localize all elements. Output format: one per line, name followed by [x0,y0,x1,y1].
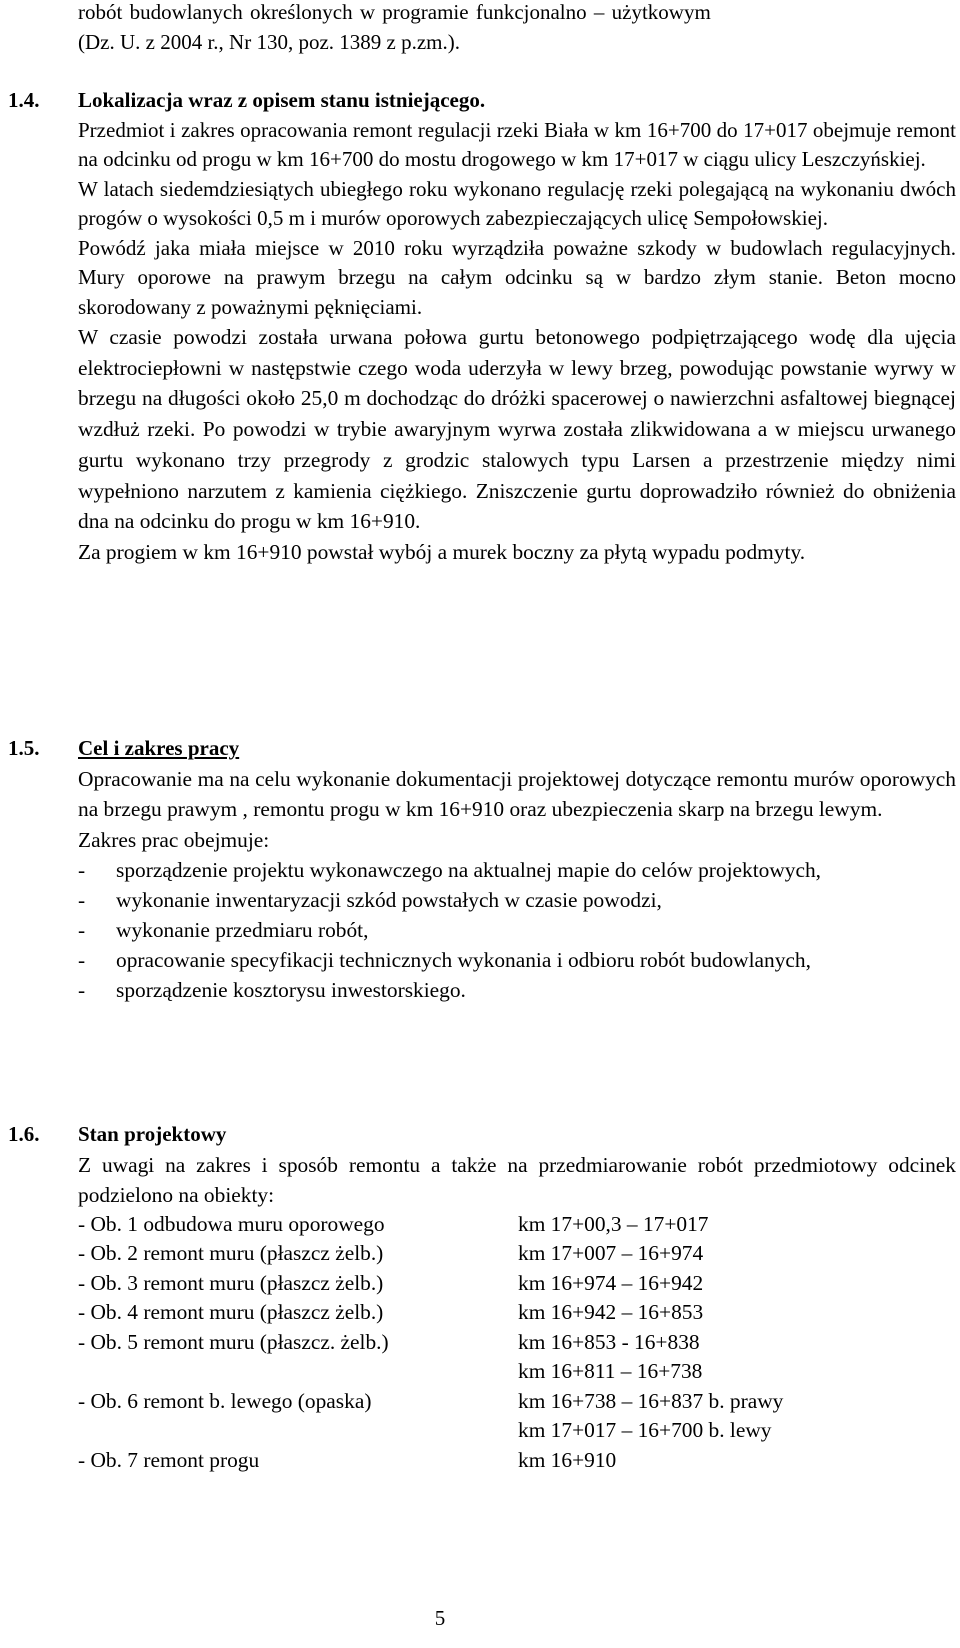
page-number: 5 [434,1606,446,1630]
dash-marker: - [78,948,86,972]
section-1-4-paragraph-3: Powódź jaka miała miejsce w 2010 roku wyrządziła poważne szkody w budowlach regulacyjnych. Mury oporowe na prawym brzegu na całym odcinku są w bardzo złym stanie. Beton mocno skorodowany z poważnymi pęknięciami. [78,235,956,319]
section-1-4-paragraph-2: W latach siedemdziesiątych ubiegłego roku wykonano regulację rzeki polegającą na wykonaniu dwóch progów o wysokości 0,5 m i murów oporowych zabezpieczających ulicę Sempołowskiej. [78,176,956,230]
object-name: - Ob. 4 remont muru (płaszcz żelb.) [78,1300,384,1324]
object-km: km 16+811 – 16+738 [518,1359,703,1383]
object-row [78,1357,956,1387]
list-item [78,885,956,915]
section-1-5-paragraph-2: Zakres prac obejmuje: [78,827,270,852]
object-row [78,1387,956,1417]
object-name: - Ob. 5 remont muru (płaszcz. żelb.) [78,1329,389,1354]
section-1-4 [78,86,956,568]
object-name: - Ob. 6 remont b. lewego (opaska) [78,1388,372,1413]
intro-line-1: robót budowlanych określonych w programie funkcjonalno – użytkowym [78,0,711,24]
object-km: km 17+00,3 – 17+017 [518,1211,709,1236]
object-km: km 16+974 – 16+942 [518,1270,704,1295]
object-km: km 17+017 – 16+700 b. lewy [518,1418,772,1442]
object-name: - Ob. 3 remont muru (płaszcz żelb.) [78,1270,384,1295]
section-1-4-paragraph-5: Za progiem w km 16+910 powstał wybój a murek boczny za płytą wypadu podmyty. [78,539,806,564]
section-1-6 [78,1120,956,1475]
object-row [78,1269,956,1299]
list-item-text: sporządzenie kosztorysu inwestorskiego. [116,978,466,1002]
intro-block [78,0,956,57]
object-row [78,1446,956,1476]
list-item-text: wykonanie przedmiaru robót, [116,918,369,942]
object-row [78,1239,956,1269]
object-km: km 16+738 – 16+837 b. prawy [518,1388,784,1413]
object-row [78,1298,956,1328]
dash-marker: - [78,858,86,882]
object-km: km 17+007 – 16+974 [518,1241,704,1265]
section-1-4-paragraph-1: Przedmiot i zakres opracowania remont regulacji rzeki Biała w km 16+700 do 17+017 obejmuje remont na odcinku od progu w km 16+700 do mostu drogowego w km 17+017 w ciągu ulicy Leszczyńskiej. [78,117,956,171]
section-1-4-paragraph-4: W czasie powodzi została urwana połowa gurtu betonowego podpiętrzającego wodę dla ujęcia elektrociepłowni w następstwie czego woda uderzyła w lewy brzeg, powodując powstanie wyrwy w brzegu na długości około 25,0 m dochodząc do dróżki spacerowej o nawierzchni asfaltowej biegnącej wzdłuż rzeki. Po powodzi w trybie awaryjnym wyrwa została zlikwidowana a w miejscu urwanego gurtu wykonano trzy przegrody z grodzic stalowych typu Larsen a przestrzenie między nimi wypełniono narzutem z kamienia ciężkiego. Zniszczenie gurtu doprowadziło również do obniżenia dna na odcinku do progu w km 16+910. [78,325,956,534]
dash-marker: - [78,918,86,942]
list-item-text: wykonanie inwentaryzacji szkód powstałych w czasie powodzi, [116,888,662,912]
list-item [78,915,956,945]
intro-line-2: (Dz. U. z 2004 r., Nr 130, poz. 1389 z p.zm.). [78,29,460,54]
object-km: km 16+853 - 16+838 [518,1329,700,1354]
objects-list [78,1210,956,1476]
section-1-4-number: 1.4. [8,88,40,112]
section-1-5-number: 1.5. [8,736,40,760]
section-1-4-title: Lokalizacja wraz z opisem stanu istniejącego. [78,88,486,112]
list-item-text: opracowanie specyfikacji technicznych wykonania i odbioru robót budowlanych, [116,948,811,972]
dash-marker: - [78,978,86,1002]
object-row [78,1328,956,1358]
section-1-5-title: Cel i zakres pracy [78,736,240,760]
list-item [78,855,956,885]
list-item [78,945,956,975]
scope-list [78,855,956,1005]
object-name: - Ob. 2 remont muru (płaszcz żelb.) [78,1241,384,1265]
object-km: km 16+942 – 16+853 [518,1300,704,1324]
object-row [78,1416,956,1446]
list-item [78,975,956,1005]
object-name: - Ob. 1 odbudowa muru oporowego [78,1211,385,1236]
dash-marker: - [78,888,86,912]
object-row [78,1210,956,1240]
section-1-5-paragraph-1: Opracowanie ma na celu wykonanie dokumentacji projektowej dotyczące remontu murów oporowych na brzegu prawym , remontu progu w km 16+910 oraz ubezpieczenia skarp na brzegu lewym. [78,766,956,821]
section-1-6-number: 1.6. [8,1122,40,1146]
list-item-text: sporządzenie projektu wykonawczego na aktualnej mapie do celów projektowych, [116,858,822,882]
object-name: - Ob. 7 remont progu [78,1447,260,1472]
section-1-6-title: Stan projektowy [78,1122,227,1146]
object-km: km 16+910 [518,1447,617,1472]
section-1-5 [78,734,956,1005]
section-1-6-paragraph: Z uwagi na zakres i sposób remontu a także na przedmiarowanie robót przedmiotowy odcinek podzielono na obiekty: [78,1152,956,1207]
